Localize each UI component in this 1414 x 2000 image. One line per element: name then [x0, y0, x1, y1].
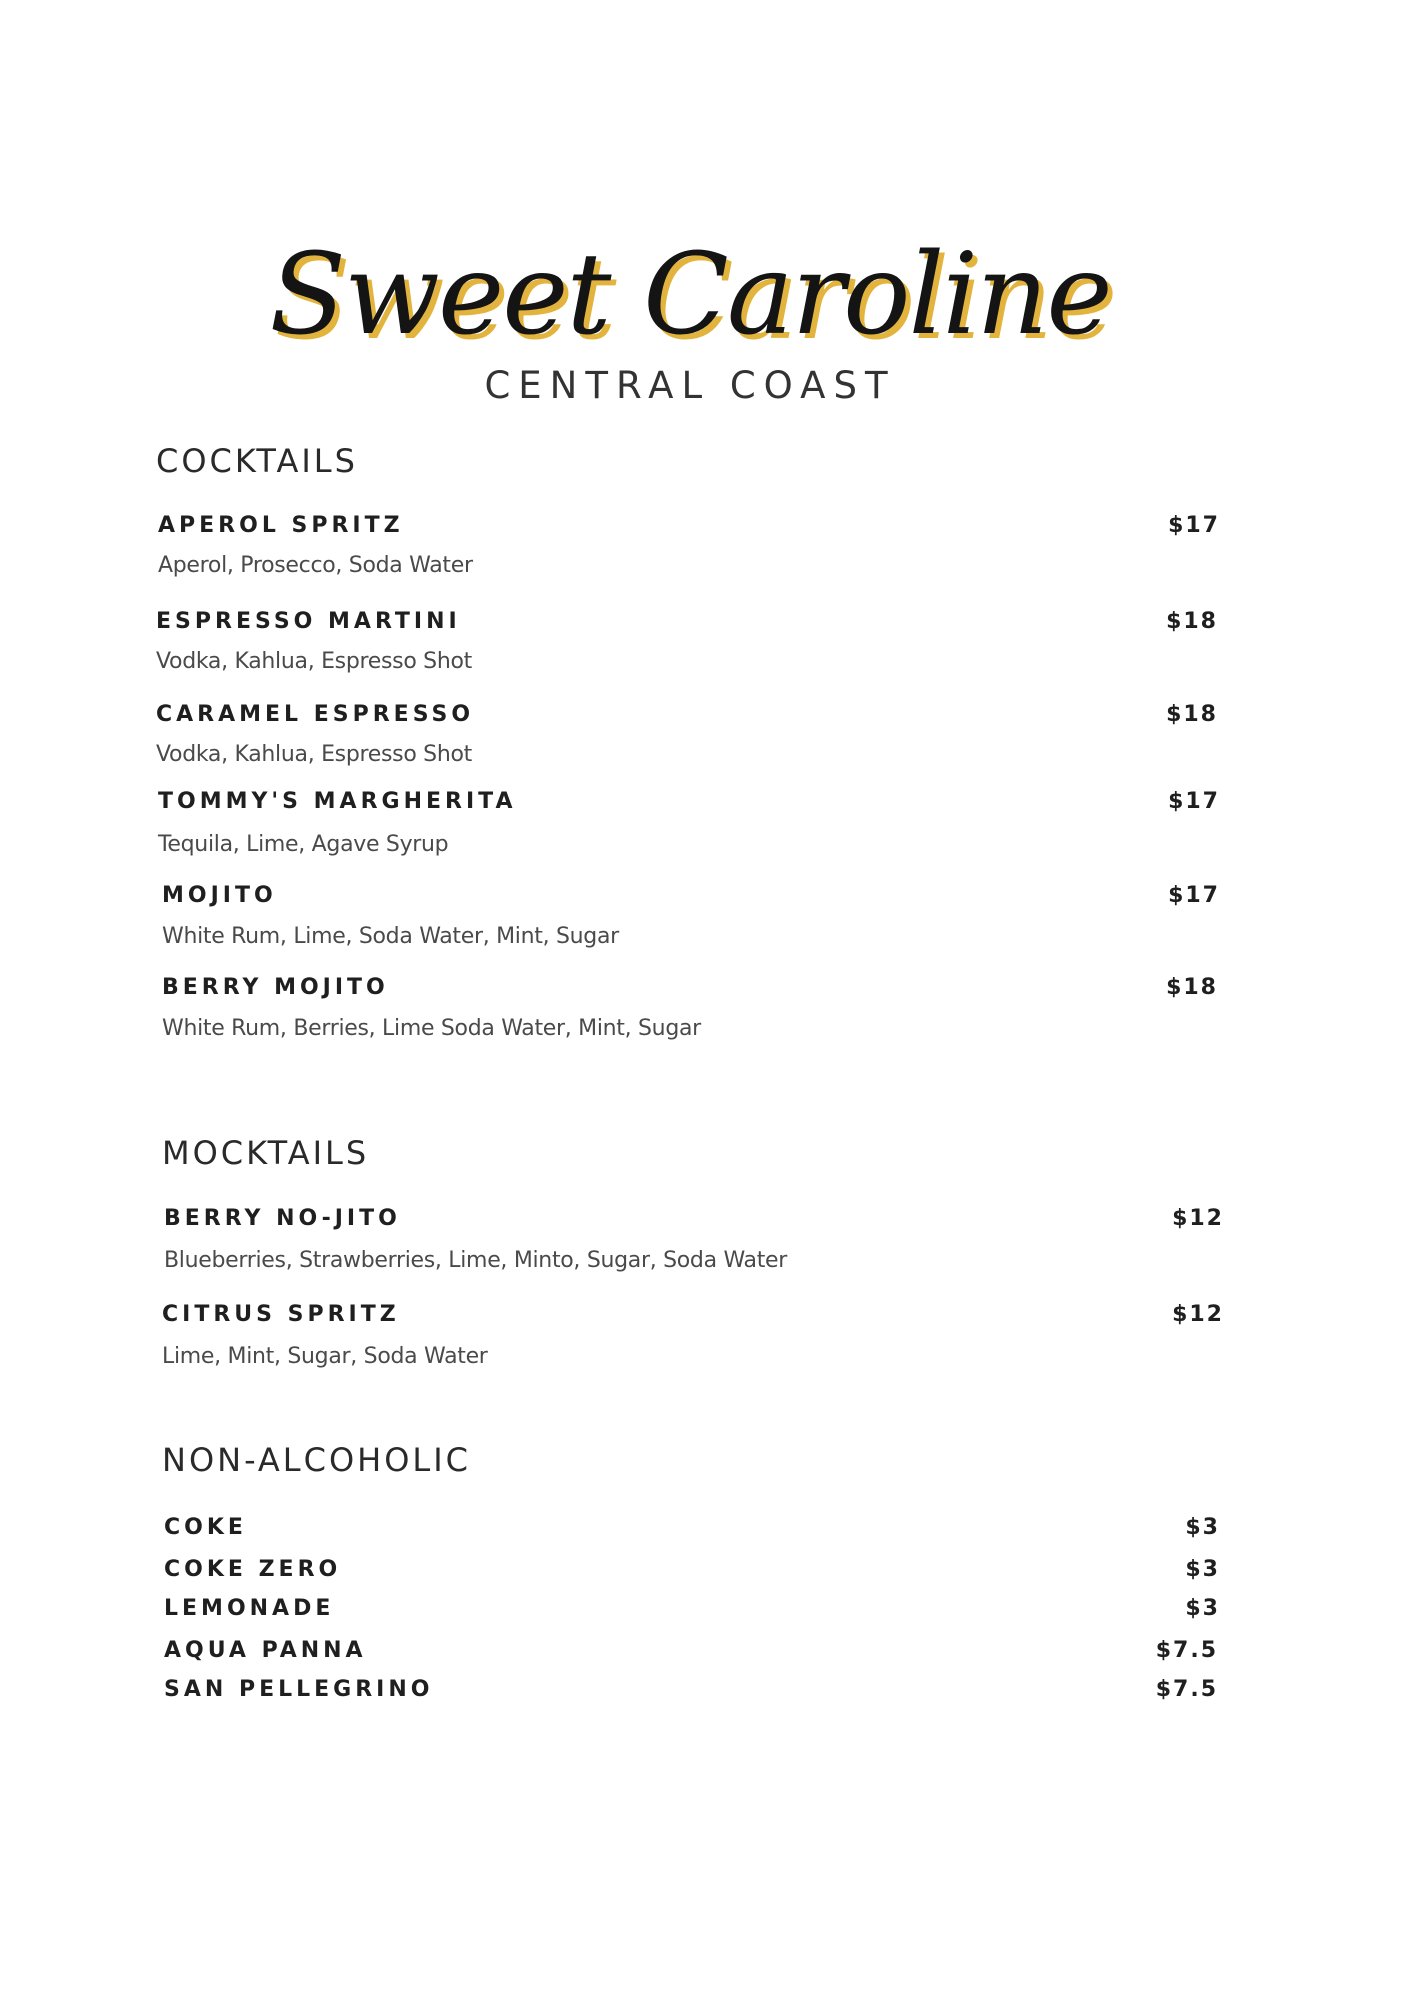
menu-item-description: Blueberries, Strawberries, Lime, Minto, Sugar, Soda Water — [164, 1248, 788, 1273]
menu-item-description: White Rum, Berries, Lime Soda Water, Mint, Sugar — [162, 1016, 701, 1041]
menu-item-price: $17 — [1168, 789, 1220, 814]
menu-item-price: $3 — [1185, 1596, 1220, 1621]
menu-item-name: BERRY MOJITO — [162, 975, 389, 1000]
menu-item-price: $18 — [1166, 609, 1218, 634]
menu-item-price: $12 — [1172, 1206, 1224, 1231]
menu-item-price: $7.5 — [1155, 1638, 1218, 1663]
menu-item-price: $12 — [1172, 1302, 1224, 1327]
menu-item-name: COKE ZERO — [164, 1557, 342, 1582]
menu-item-description: Aperol, Prosecco, Soda Water — [158, 553, 473, 578]
menu-item-description: Vodka, Kahlua, Espresso Shot — [156, 649, 472, 674]
menu-item-price: $18 — [1166, 975, 1218, 1000]
menu-item-price: $3 — [1185, 1515, 1220, 1540]
menu-item-name: TOMMY'S MARGHERITA — [158, 789, 517, 814]
menu-item-price: $3 — [1185, 1557, 1220, 1582]
menu-item-description: Tequila, Lime, Agave Syrup — [158, 832, 449, 857]
menu-item-price: $17 — [1168, 883, 1220, 908]
menu-item-description: White Rum, Lime, Soda Water, Mint, Sugar — [162, 924, 619, 949]
menu-item-name: APEROL SPRITZ — [158, 513, 404, 538]
section-title-mocktails: MOCKTAILS — [162, 1134, 370, 1172]
brand-logo — [0, 220, 1380, 370]
menu-item-name: CITRUS SPRITZ — [162, 1302, 400, 1327]
section-title-non-alcoholic: NON-ALCOHOLIC — [162, 1441, 472, 1479]
menu-item-name: CARAMEL ESPRESSO — [156, 702, 475, 727]
menu-item-name: ESPRESSO MARTINI — [156, 609, 461, 634]
menu-item-price: $7.5 — [1155, 1677, 1218, 1702]
menu-item-name: COKE — [164, 1515, 247, 1540]
menu-item-price: $18 — [1166, 702, 1218, 727]
section-title-cocktails: COCKTAILS — [156, 442, 358, 480]
menu-item-description: Lime, Mint, Sugar, Soda Water — [162, 1344, 488, 1369]
menu-item-name: LEMONADE — [164, 1596, 335, 1621]
menu-item-price: $17 — [1168, 513, 1220, 538]
menu-item-name: SAN PELLEGRINO — [164, 1677, 434, 1702]
menu-item-name: MOJITO — [162, 883, 277, 908]
brand-name: Sweet Caroline — [269, 230, 1111, 360]
brand-subtitle: CENTRAL COAST — [484, 364, 896, 407]
menu-item-name: AQUA PANNA — [164, 1638, 367, 1663]
menu-item-description: Vodka, Kahlua, Espresso Shot — [156, 742, 472, 767]
menu-item-name: BERRY NO-JITO — [164, 1206, 401, 1231]
